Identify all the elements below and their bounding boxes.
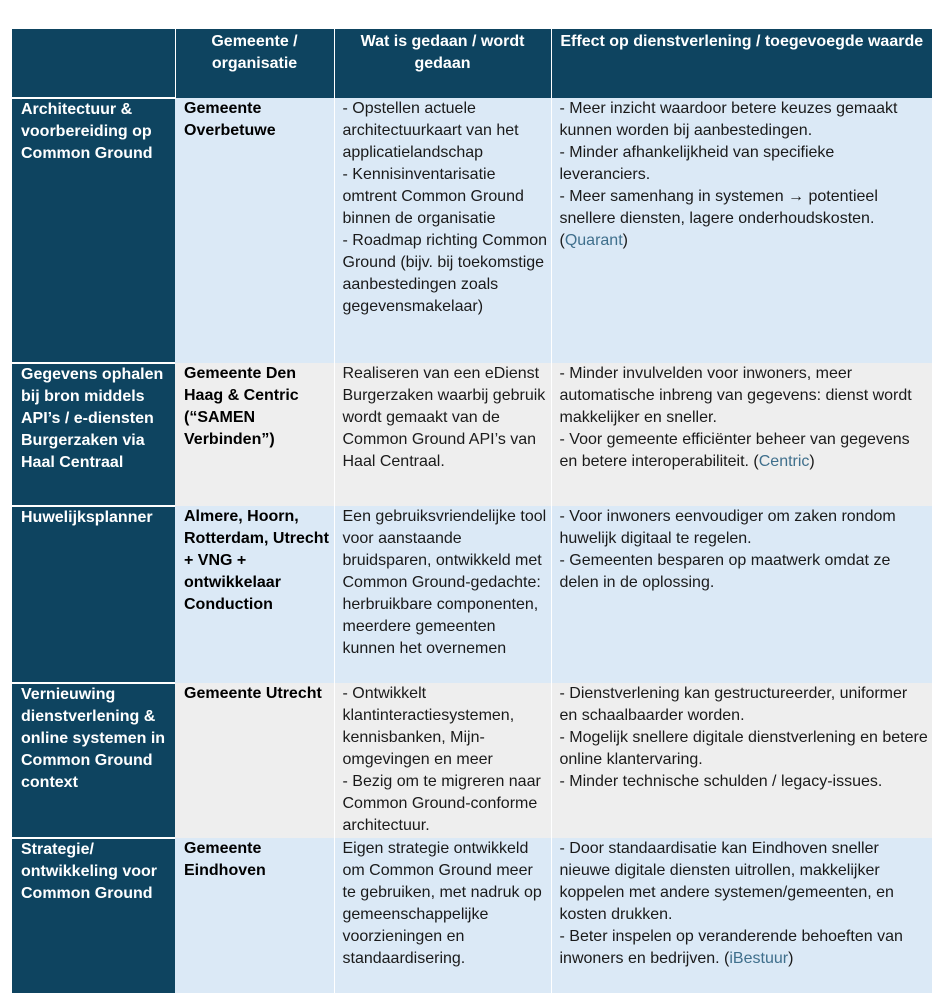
effect-line: - Voor inwoners eenvoudiger om zaken rondom huwelijk digitaal te regelen.	[559, 508, 896, 547]
row-effects	[551, 506, 932, 683]
source-line: (Quarant)	[559, 232, 628, 249]
row-category: Vernieuwing dienstverlening & online systemen in Common Ground context	[12, 683, 175, 838]
effect-line: - Minder invulvelden voor inwoners, meer automatische inbreng van gegevens: dienst wordt makkelijker en sneller.	[559, 365, 912, 426]
source-link[interactable]: Quarant	[564, 232, 623, 249]
row-category: Architectuur & voorbereiding op Common Ground	[12, 98, 175, 363]
table-row	[12, 98, 932, 363]
table-row	[12, 683, 932, 838]
source-link[interactable]: iBestuur	[729, 950, 789, 967]
row-actions	[334, 838, 551, 993]
action-line: Realiseren van een eDienst Burgerzaken waarbij gebruik wordt gemaakt van de Common Ground API’s van Haal Centraal.	[342, 365, 546, 470]
row-category: Gegevens ophalen bij bron middels API’s / e-diensten Burgerzaken via Haal Centraal	[12, 363, 175, 506]
effect-line: - Meer samenhang in systemen → potentieel snellere diensten, lagere onderhoudskosten.	[559, 188, 878, 227]
effect-line: - Gemeenten besparen op maatwerk omdat ze delen in de oplossing.	[559, 552, 891, 591]
effect-line: - Mogelijk snellere digitale dienstverlening en betere online klantervaring.	[559, 729, 928, 768]
header-effect: Effect op dienstverlening / toegevoegde waarde	[551, 29, 932, 98]
header-organisation: Gemeente / organisatie	[175, 29, 334, 98]
action-line: - Opstellen actuele architectuurkaart van het applicatielandschap	[342, 100, 519, 161]
row-organisation: Gemeente Utrecht	[175, 683, 334, 838]
effect-line: - Door standaardisatie kan Eindhoven sneller nieuwe digitale diensten uitrollen, makkelijker koppelen met andere systemen/gemeenten, en kosten drukken.	[559, 840, 894, 923]
row-effects	[551, 683, 932, 838]
effect-text: - Voor gemeente efficiënter beheer van gegevens en betere interoperabiliteit.	[559, 431, 910, 470]
row-effects	[551, 838, 932, 993]
effect-line: - Dienstverlening kan gestructureerder, uniformer en schaalbaarder worden.	[559, 685, 908, 724]
effect-line: - Meer inzicht waardoor betere keuzes gemaakt kunnen worden bij aanbestedingen.	[559, 100, 898, 139]
header-category	[12, 29, 175, 98]
action-line: - Roadmap richting Common Ground (bijv. bij toekomstige aanbestedingen zoals gegevensmakelaar)	[342, 232, 548, 315]
effect-line: - Minder technische schulden / legacy-issues.	[559, 773, 883, 790]
initiatives-table	[12, 29, 932, 993]
action-line: - Kennisinventarisatie omtrent Common Ground binnen de organisatie	[342, 166, 524, 227]
action-line: - Bezig om te migreren naar Common Ground-conforme architectuur.	[342, 773, 541, 834]
row-actions	[334, 363, 551, 506]
header-actions: Wat is gedaan / wordt gedaan	[334, 29, 551, 98]
effect-line: - Minder afhankelijkheid van specifieke leveranciers.	[559, 144, 835, 183]
row-category: Strategie/ ontwikkeling voor Common Ground	[12, 838, 175, 993]
action-line: Eigen strategie ontwikkeld om Common Ground meer te gebruiken, met nadruk op gemeenschappelijke voorzieningen en standaardisering.	[342, 840, 542, 967]
row-organisation: Gemeente Overbetuwe	[175, 98, 334, 363]
table-row	[12, 838, 932, 993]
effect-line: - Beter inspelen op veranderende behoeften van inwoners en bedrijven. (iBestuur)	[559, 928, 903, 967]
effect-line: - Voor gemeente efficiënter beheer van gegevens en betere interoperabiliteit. (Centric)	[559, 431, 910, 470]
row-organisation: Almere, Hoorn, Rotterdam, Utrecht + VNG + ontwikkelaar Conduction	[175, 506, 334, 683]
source-link[interactable]: Centric	[758, 453, 810, 470]
action-line: Een gebruiksvriendelijke tool voor aanstaande bruidsparen, ontwikkeld met Common Ground-gedachte: herbruikbare componenten, meerdere gemeenten kunnen het overnemen	[342, 508, 547, 657]
effect-text: - Beter inspelen op veranderende behoeften van inwoners en bedrijven.	[559, 928, 903, 967]
table-row	[12, 506, 932, 683]
row-effects	[551, 98, 932, 363]
header-row	[12, 29, 932, 98]
row-actions	[334, 506, 551, 683]
row-effects	[551, 363, 932, 506]
row-organisation: Gemeente Den Haag & Centric (“SAMEN Verbinden”)	[175, 363, 334, 506]
action-line: - Ontwikkelt klantinteractiesystemen, kennisbanken, Mijn-omgevingen en meer	[342, 685, 515, 768]
row-category: Huwelijksplanner	[12, 506, 175, 683]
row-actions	[334, 683, 551, 838]
row-actions	[334, 98, 551, 363]
table-row	[12, 363, 932, 506]
row-organisation: Gemeente Eindhoven	[175, 838, 334, 993]
